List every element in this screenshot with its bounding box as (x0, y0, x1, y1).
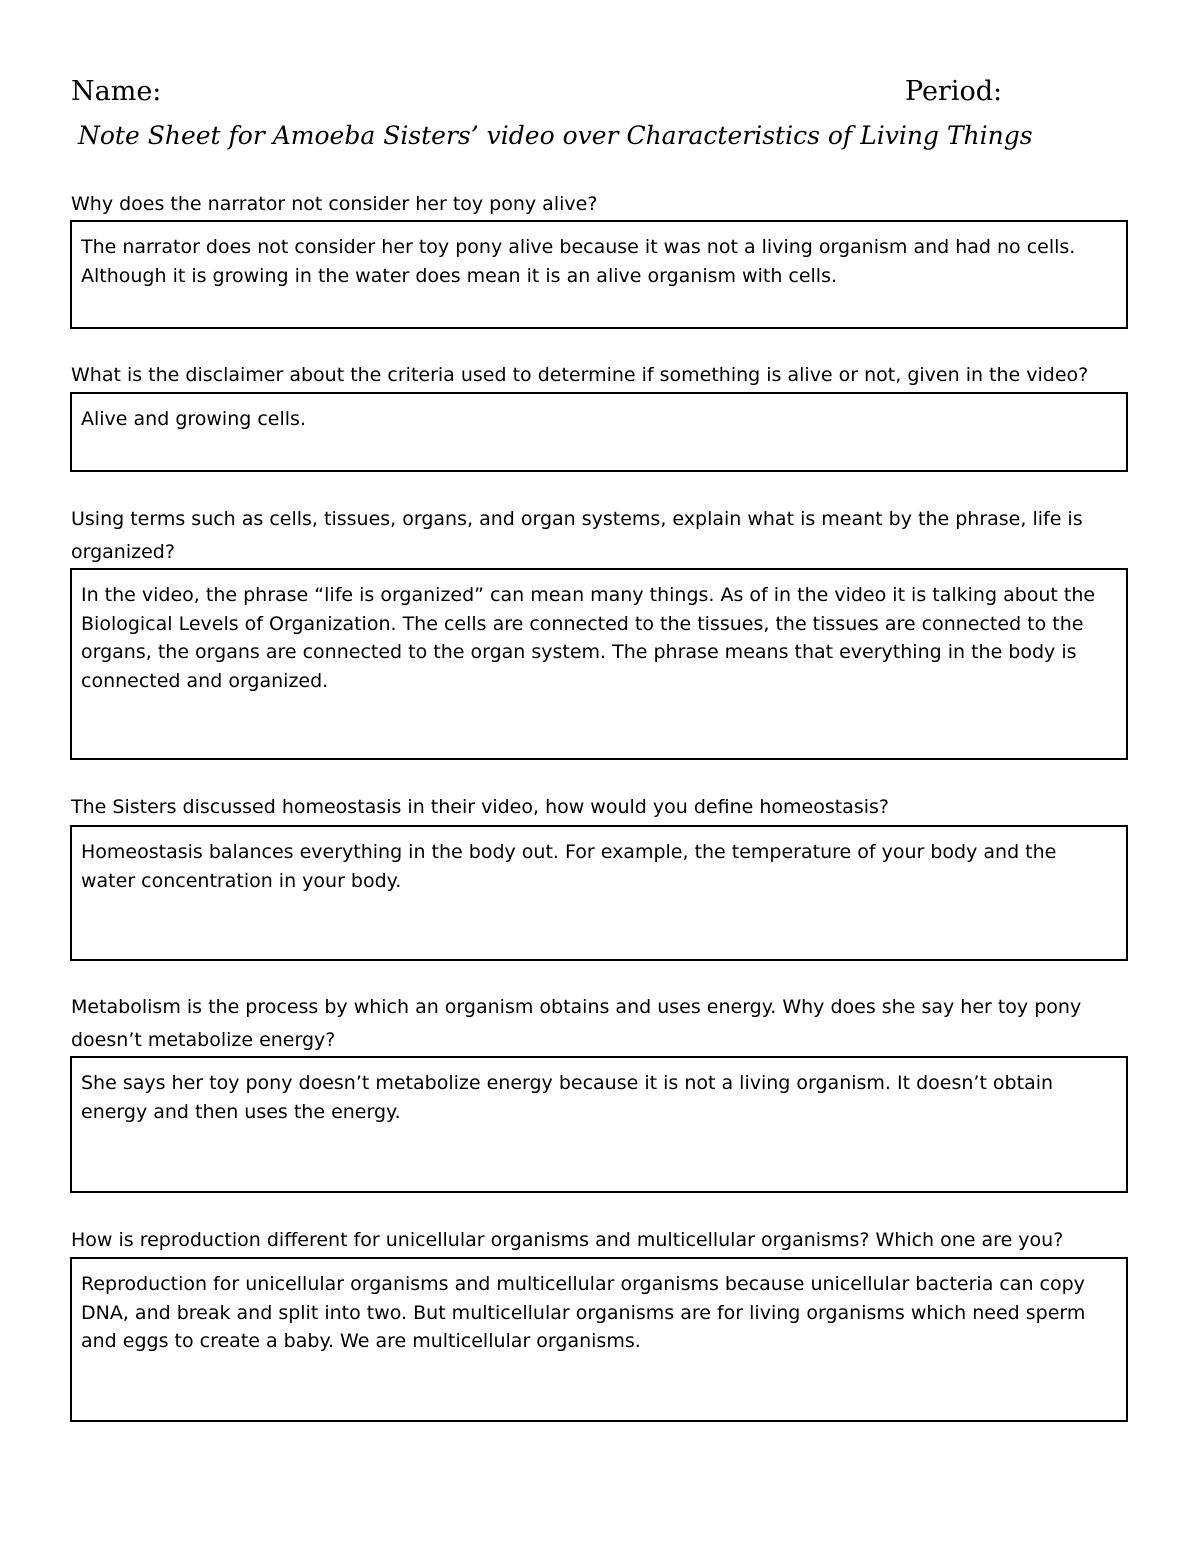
answer-5-field[interactable]: She says her toy pony doesn’t metabolize energy because it is not a living organism. It doesn’t obtain energy and then uses the energy. (70, 1056, 1128, 1193)
answer-1-field[interactable]: The narrator does not consider her toy pony alive because it was not a living organism and had no cells. Although it is growing in the water does mean it is an alive organism with cells. (70, 220, 1128, 329)
question-5-text: Metabolism is the process by which an organism obtains and uses energy. Why does she say her toy pony doesn’t metabolize energy? (71, 996, 1082, 1051)
question-3-text: Using terms such as cells, tissues, organs, and organ systems, explain what is meant by the phrase, life is organized? (71, 508, 1083, 563)
page-title: Note Sheet for Amoeba Sisters’ video over Characteristics of Living Things (78, 121, 1033, 150)
period-label: Period: (905, 76, 1003, 107)
question-4-text: The Sisters discussed homeostasis in their video, how would you define homeostasis? (71, 796, 889, 818)
answer-3-field[interactable]: In the video, the phrase “life is organized” can mean many things. As of in the video it is talking about the Biological Levels of Organization. The cells are connected to the tissues, the tissues are connected to the organs, the organs are connected to the organ system. The phrase means that everything in the body is connected and organized. (70, 568, 1128, 760)
answer-2-field[interactable]: Alive and growing cells. (70, 392, 1128, 472)
answer-6-field[interactable]: Reproduction for unicellular organisms and multicellular organisms because unicellular bacteria can copy DNA, and break and split into two. But multicellular organisms are for living organisms which need sperm and eggs to create a baby. We are multicellular organisms. (70, 1257, 1128, 1422)
name-label: Name: (71, 76, 162, 107)
question-1-text: Why does the narrator not consider her toy pony alive? (71, 193, 598, 215)
question-6-text: How is reproduction different for unicellular organisms and multicellular organisms? Which one are you? (71, 1229, 1064, 1251)
answer-4-field[interactable]: Homeostasis balances everything in the body out. For example, the temperature of your body and the water concentration in your body. (70, 825, 1128, 961)
question-2-text: What is the disclaimer about the criteria used to determine if something is alive or not, given in the video? (71, 364, 1089, 386)
